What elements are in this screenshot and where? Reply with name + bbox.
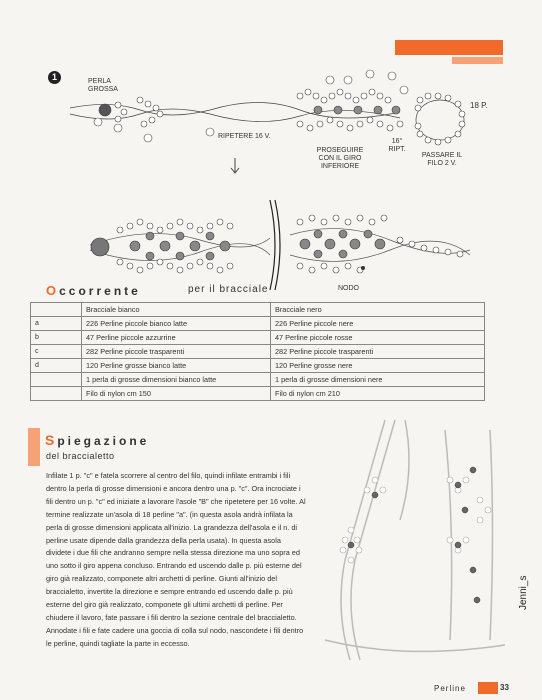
spiegazione-rest: piegazione <box>57 434 150 448</box>
table-cell: 282 Perline piccole trasparenti <box>82 345 271 359</box>
label-passare: PASSARE IL FILO 2 V. <box>421 152 463 167</box>
table-cell: d <box>31 359 82 373</box>
table-cell: Filo di nylon cm 210 <box>271 387 485 401</box>
occorrente-subtitle: per il bracciale <box>188 284 269 295</box>
table-cell: 282 Perline piccole trasparenti <box>271 345 485 359</box>
occorrente-title <box>46 283 141 298</box>
table-cell: 120 Perline grosse nere <box>271 359 485 373</box>
footer-magazine: Perline <box>434 684 466 693</box>
table-cell: 1 perla di grosse dimensioni bianco latte <box>82 373 271 387</box>
label-16-ript: 16° RIPT. <box>388 138 406 153</box>
section-accent-box <box>28 428 40 466</box>
table-header-cell <box>31 303 82 317</box>
step-number: 1 <box>48 71 61 84</box>
table-header-cell: Bracciale nero <box>271 303 485 317</box>
table-cell: 47 Perline piccole azzurrine <box>82 331 271 345</box>
table-cell: b <box>31 331 82 345</box>
table-row <box>31 373 485 387</box>
bracelet-photo <box>305 410 520 670</box>
instructions-text: Infilate 1 p. "c" e fatela scorrere al centro del filo, quindi infilate entrambi i fili dentro la perla di grosse dimensioni e ancora dentro una p. "c". Ora incrociate i fili dentro un p. "c" ed iniziate a lavorare l'asole "B" che ripetetere per 16 volte. Al termine realizzate un'asola di 18 perline "a". (in questa asola andrà infilata la perla di grosse dimensioni applicata all'inizio. La grandezza dell'asola e il n. di perline usate dipende dalla grandezza della perla usata). In questa asola dividete i due fili che andranno sempre nella stessa direzione ma uno sopra ed uno sotto il giro appena concluso. Entrando ed uscendo dalle p. più esterne del giro già realizzato, componete altri archetti di perline. Giunti all'inizio del braccialetto, invertite la direzione e sempre entrando ed uscendo dalle p. più esterne del giro già realizzato, componete gli ultimi archetti di perline. Per chiudere il lavoro, fate passare i fili dentro la sezione centrale del braccialetto. Annodate i fili e fate cadere una goccia di colla sul nodo, nascondete i fili dentro le perline, quindi tagliate la parte in eccesso. <box>46 471 306 648</box>
watermark: Jenni_s <box>518 575 529 610</box>
table-cell: 226 Perline piccole nere <box>271 317 485 331</box>
table-header-row <box>31 303 485 317</box>
table-row <box>31 345 485 359</box>
spiegazione-subtitle: del braccialetto <box>46 451 115 461</box>
table-cell: 120 Perline grosse bianco latte <box>82 359 271 373</box>
footer-accent <box>478 682 498 694</box>
spiegazione-title <box>45 432 149 448</box>
table-row <box>31 331 485 345</box>
table-cell: a <box>31 317 82 331</box>
label-perla-grossa: PERLA GROSSA <box>88 78 118 93</box>
table-cell: 1 perla di grosse dimensioni nere <box>271 373 485 387</box>
spiegazione-initial: S <box>45 432 58 448</box>
beading-diagram <box>0 0 542 290</box>
table-row <box>31 317 485 331</box>
label-proseguire: PROSEGUIRE CON IL GIRO INFERIORE <box>316 147 364 170</box>
table-cell: c <box>31 345 82 359</box>
table-header-cell: Bracciale bianco <box>82 303 271 317</box>
label-18-p: 18 P. <box>470 101 488 110</box>
label-nodo: NODO <box>338 285 359 292</box>
table-cell <box>31 373 82 387</box>
table-cell: 226 Perline piccole bianco latte <box>82 317 271 331</box>
materials-table <box>30 302 485 401</box>
label-ripetere: RIPETERE 16 V. <box>218 133 271 140</box>
table-cell: Filo di nylon cm 150 <box>82 387 271 401</box>
table-cell <box>31 387 82 401</box>
occorrente-initial: O <box>46 283 60 298</box>
page-number: 33 <box>500 683 509 692</box>
occorrente-rest: ccorrente <box>59 284 141 298</box>
table-row <box>31 359 485 373</box>
table-row <box>31 387 485 401</box>
table-cell: 47 Perline piccole rosse <box>271 331 485 345</box>
